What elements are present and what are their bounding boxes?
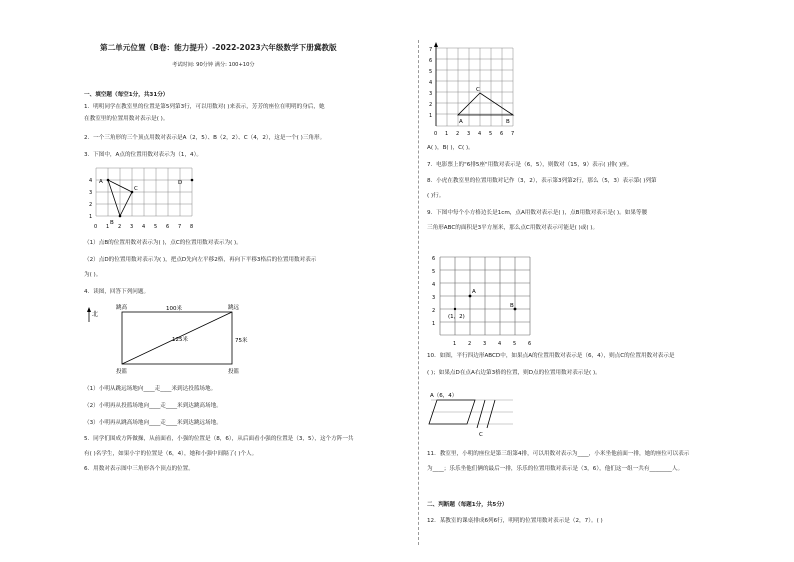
grid-q3-x-tick: 2 xyxy=(118,224,122,230)
column-divider xyxy=(418,40,419,545)
grid-q3-label-A: A xyxy=(99,179,103,185)
grid-q9-x-tick: 6 xyxy=(528,341,532,347)
grid-q3-label-D: D xyxy=(178,180,183,186)
grid-q6-label-A: A xyxy=(459,119,463,125)
grid-q6-y-tick: 3 xyxy=(429,91,433,97)
page-title: 第二单元位置（B卷：能力提升）-2022-2023六年级数学下册冀教版 xyxy=(100,43,337,52)
grid-q6-label-B: B xyxy=(506,119,510,125)
question-3: 3．下图中，A点的位置用数对表示为（1，4）。 xyxy=(84,152,202,158)
question-3-2b: 为( )。 xyxy=(84,272,102,278)
field-diagram xyxy=(84,300,264,378)
question-8b: ( )行。 xyxy=(427,193,445,199)
question-4-2: （2）小明再从投篮场地向____走____米到达跳高场地。 xyxy=(84,403,222,409)
question-12: 12．某教室的课桌排成6列6行，明明的位置用数对表示是（2，7）。( ) xyxy=(427,518,603,524)
question-9a: 9．下图中每个小方格边长是1cm，点A用数对表示是( )，点B用数对表示是( )。如果等腰 xyxy=(427,210,648,216)
question-2: 2．一个三角形的三个顶点用数对表示是A（2，5）、B（2，2）、C（4，2），这是一个( )三角形。 xyxy=(84,135,326,141)
grid-q3-label-C: C xyxy=(134,186,138,192)
grid-q9-y-tick: 2 xyxy=(432,308,436,314)
grid-q9-y-tick: 5 xyxy=(432,269,436,275)
grid-q9-x-tick: 1 xyxy=(453,341,457,347)
grid-q3-y-tick: 1 xyxy=(89,214,93,220)
grid-q3-x-tick: 0 xyxy=(94,224,98,230)
grid-q6-x-tick: 5 xyxy=(489,131,493,137)
grid-q9-x-tick: 3 xyxy=(483,341,487,347)
question-4-1: （1）小明从跳远场地向____走____米到达投篮场地。 xyxy=(84,386,217,392)
question-5b: 有( )名学生，如果小宇的位置是（6，4），她和小强中间隔了( )个人。 xyxy=(84,451,258,457)
question-11b: 为____；乐乐坐他们俩的最后一排，乐乐的位置用数对表示是（3，6），他们这一组一共有________人。 xyxy=(427,466,684,472)
grid-q3-x-tick: 3 xyxy=(130,224,134,230)
grid-q3-x-tick: 4 xyxy=(142,224,146,230)
grid-q6-y-tick: 6 xyxy=(429,58,433,64)
grid-q6-y-tick: 1 xyxy=(429,113,433,119)
question-1b: 在教室里的位置用数对表示是( )。 xyxy=(84,116,169,122)
field-corner-bottom-right: 投篮 xyxy=(228,369,240,375)
parallelogram-label-A: A（6，4） xyxy=(430,393,458,399)
grid-q6-x-tick: 6 xyxy=(500,131,504,137)
question-6: 6．用数对表示图中三角形各个顶点的位置。 xyxy=(84,466,194,472)
parallelogram-diagram xyxy=(427,388,517,440)
section-fill-blank: 一、填空题（每空1分，共31分） xyxy=(84,92,169,98)
grid-q3-label-B: B xyxy=(110,220,114,226)
grid-q9-y-tick: 3 xyxy=(432,295,436,301)
grid-q3-x-tick: 8 xyxy=(190,224,194,230)
grid-q6-x-tick: 1 xyxy=(445,131,449,137)
parallelogram-label-C: C xyxy=(479,432,483,438)
north-label: 北 xyxy=(92,311,99,318)
grid-q9-x-tick: 5 xyxy=(513,341,517,347)
field-corner-bottom-left: 投篮 xyxy=(116,369,128,375)
grid-q6 xyxy=(424,42,524,138)
question-6-answer: A( )，B( )，C( )。 xyxy=(427,145,474,151)
question-5a: 5．同学们围成方阵做操，从前面看，小强的位置是（8，6），从后面看小强的位置是（3，5），这个方阵一共 xyxy=(84,436,354,442)
grid-q9-origin-label: (1，2) xyxy=(448,314,465,320)
grid-q6-label-C: C xyxy=(476,87,480,93)
field-top-length: 100米 xyxy=(166,306,182,312)
field-right-length: 75米 xyxy=(235,338,248,344)
question-8a: 8．小虎在教室里的位置用数对记作（3，2），表示第3列第2行，那么（5，3）表示第( )列第 xyxy=(427,178,657,184)
grid-q9-x-tick: 2 xyxy=(468,341,472,347)
grid-q3-y-tick: 2 xyxy=(89,202,93,208)
grid-q6-x-tick: 3 xyxy=(467,131,471,137)
question-1a: 1．明明同学在教室里的位置是第5列第3行，可以用数对( )来表示，芳芳的座位在明明的身后，她 xyxy=(84,104,325,110)
grid-q3-x-tick: 6 xyxy=(166,224,170,230)
grid-q6-x-tick: 4 xyxy=(478,131,482,137)
grid-q9-y-tick: 1 xyxy=(432,321,436,327)
question-4: 4．读图，回答下列问题。 xyxy=(84,289,150,295)
field-diagonal-length: 125米 xyxy=(172,337,188,343)
question-4-3: （3）小明再从跳高场地向____走____米到达跳远场地。 xyxy=(84,420,222,426)
grid-q6-y-tick: 5 xyxy=(429,69,433,75)
question-11a: 11．教室里，小明的座位是第三组第4排，可以用数对表示为____，小米坐他前面一排，她的座位可以表示 xyxy=(427,451,690,457)
grid-q6-x-tick: 7 xyxy=(511,131,515,137)
grid-q3-y-tick: 4 xyxy=(89,178,93,184)
grid-q3 xyxy=(84,162,200,232)
grid-q9-y-tick: 4 xyxy=(432,282,436,288)
grid-q6-y-tick: 2 xyxy=(429,102,433,108)
grid-q9-y-tick: 6 xyxy=(432,256,436,262)
question-10b: ( )；如果点D在点A右边第3格的位置，则D点的位置用数对表示是( )。 xyxy=(427,370,601,376)
question-10a: 10．如图，平行四边形ABCD中，如果点A的位置用数对表示是（6，4），则点C的位置用数对表示是 xyxy=(427,353,675,359)
grid-q9-label-B: B xyxy=(510,303,514,309)
grid-q3-x-tick: 5 xyxy=(154,224,158,230)
grid-q6-y-tick: 7 xyxy=(429,47,433,53)
field-corner-top-right: 跳远 xyxy=(228,305,240,311)
grid-q6-x-tick: 2 xyxy=(456,131,460,137)
grid-q3-x-tick: 7 xyxy=(178,224,182,230)
section-true-false: 二、判断题（每题1分，共5分） xyxy=(427,502,508,508)
question-3-2a: （2）点D的位置用数对表示为( )，把点D先向左平移2格，再向下平移3格后的位置用数对表示 xyxy=(84,257,317,263)
grid-q3-y-tick: 3 xyxy=(89,190,93,196)
grid-q6-x-tick: 0 xyxy=(434,131,438,137)
question-9b: 三角形ABC的面积是3平方厘米，那么点C用数对表示可能是( )或( )。 xyxy=(427,225,599,231)
grid-q6-y-tick: 4 xyxy=(429,80,433,86)
grid-q3-x-tick: 1 xyxy=(106,224,110,230)
question-7: 7．电影票上的"6排5座"用数对表示是（6，5），则数对（15，9）表示( )排( )座。 xyxy=(427,162,633,168)
exam-info: 考试时间: 90分钟 满分: 100+10分 xyxy=(172,62,255,68)
grid-q9 xyxy=(425,252,555,348)
grid-q9-x-tick: 4 xyxy=(498,341,502,347)
grid-q9-label-A: A xyxy=(472,289,476,295)
question-3-1: （1）点B的位置用数对表示为( )，点C的位置用数对表示为( )。 xyxy=(84,240,242,246)
field-corner-top-left: 跳高 xyxy=(116,305,128,311)
